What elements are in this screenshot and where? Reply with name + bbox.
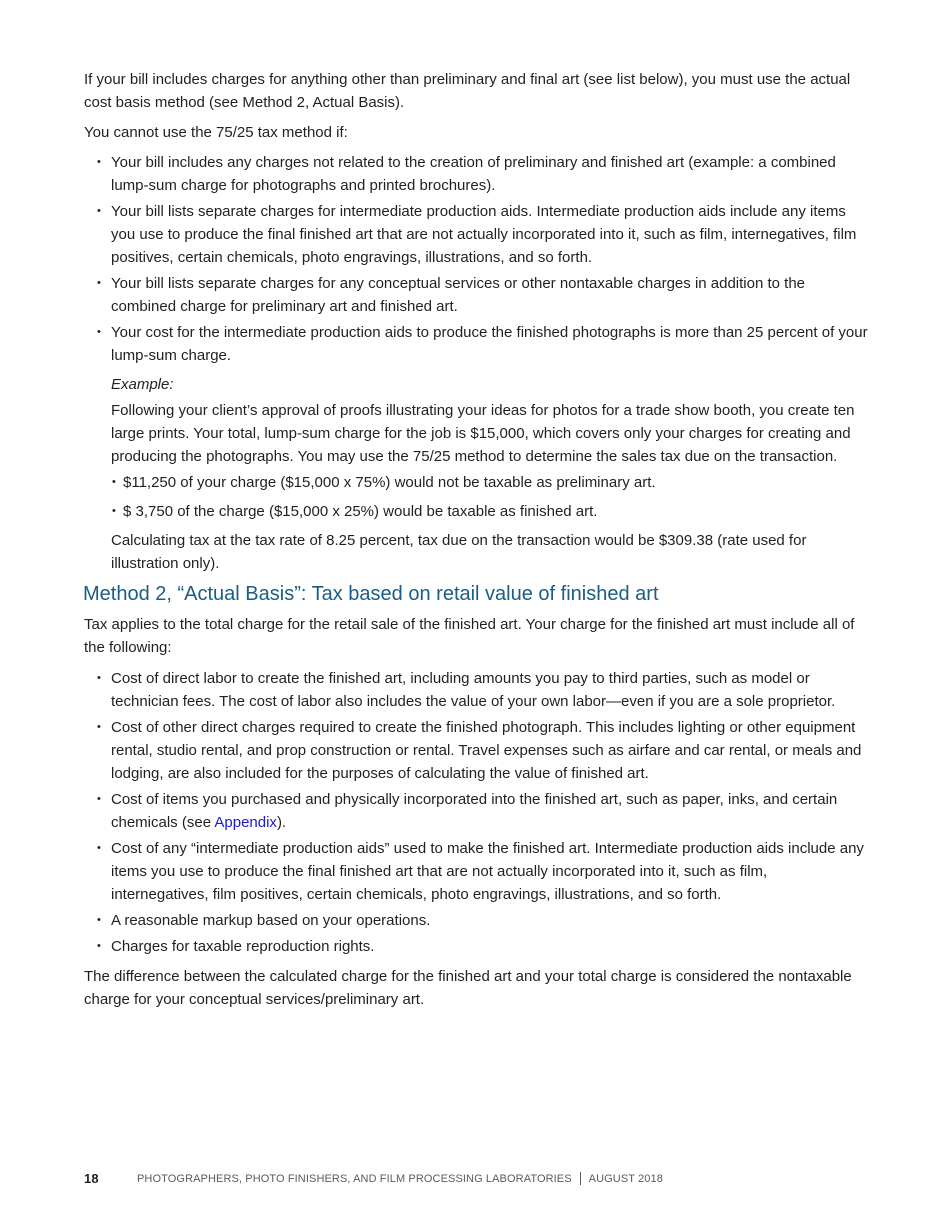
method2-intro: Tax applies to the total charge for the retail sale of the finished art. Your charge for the finished art must include all of the following: [84, 616, 855, 656]
list-item [84, 788, 868, 834]
list-item: • Charges for taxable reproduction rights. [84, 935, 868, 958]
example-calculation: Calculating tax at the tax rate of 8.25 percent, tax due on the transaction would be $309.38 (rate used for illustration only). [111, 532, 807, 572]
list-item: • $ 3,750 of the charge ($15,000 x 25%) would be taxable as finished art. [111, 500, 868, 523]
conditions-list [84, 151, 868, 367]
cannot-use-paragraph: You cannot use the 75/25 tax method if: [84, 124, 348, 141]
list-item: • A reasonable markup based on your operations. [84, 909, 868, 932]
method2-list [84, 667, 868, 958]
list-item: • Your cost for the intermediate production aids to produce the finished photographs is more than 25 percent of your lump-sum charge. [84, 321, 868, 367]
conclusion-paragraph: The difference between the calculated charge for the finished art and your total charge is considered the nontaxable charge for your conceptual services/preliminary art. [84, 968, 852, 1008]
item-text: Cost of items you purchased and physically incorporated into the finished art, such as paper, inks, and certain chemicals (see [111, 791, 838, 831]
list-item: • $11,250 of your charge ($15,000 x 75%) would not be taxable as preliminary art. [111, 471, 868, 494]
item-text: ). [276, 814, 287, 831]
example-block [111, 373, 868, 575]
appendix-link[interactable]: Appendix [214, 814, 277, 831]
list-item: • Your bill lists separate charges for intermediate production aids. Intermediate production aids include any items you use to produce the final finished art that are not actually incorporated into it, such as film, internegatives, film positives, certain chemicals, photo engravings, illustrations, and so forth. [84, 200, 868, 269]
method2-heading: Method 2, “Actual Basis”: Tax based on retail value of finished art [83, 583, 659, 605]
example-body: Following your client’s approval of proofs illustrating your ideas for photos for a trade show booth, you create ten large prints. Your total, lump-sum charge for the job is $15,000, which covers only your charges for creating and producing the photographs. You may use the 75/25 method to determine the sales tax due on the transaction. [111, 402, 855, 465]
page-number: 18 [84, 1171, 99, 1186]
page-footer [84, 1171, 663, 1186]
example-list [111, 471, 868, 523]
list-item: • Your bill includes any charges not related to the creation of preliminary and finished art (example: a combined lump-sum charge for photographs and printed brochures). [84, 151, 868, 197]
publication-date: AUGUST 2018 [588, 1172, 663, 1185]
intro-paragraph: If your bill includes charges for anything other than preliminary and final art (see list below), you must use the actual cost basis method (see Method 2, Actual Basis). [84, 71, 851, 111]
footer-divider [580, 1172, 581, 1185]
list-item: • Cost of other direct charges required to create the finished photograph. This includes lighting or other equipment rental, studio rental, and prop construction or rental. Travel expenses such as airfare and car rental, or meals and lodging, are also included for the purposes of calculating the value of finished art. [84, 716, 868, 785]
list-item: • Cost of direct labor to create the finished art, including amounts you pay to third parties, such as model or technician fees. The cost of labor also includes the value of your own labor—even if you are a sole proprietor. [84, 667, 868, 713]
example-label: Example: [111, 376, 174, 393]
list-item: • Your bill lists separate charges for any conceptual services or other nontaxable charges in addition to the combined charge for preliminary art and finished art. [84, 272, 868, 318]
list-item: • Cost of any “intermediate production aids” used to make the finished art. Intermediate production aids include any items you use to produce the final finished art that are not actually incorporated into it, such as film, internegatives, film positives, certain chemicals, photo engravings, illustrations, and so forth. [84, 837, 868, 906]
page-content [84, 68, 868, 1011]
publication-title: PHOTOGRAPHERS, PHOTO FINISHERS, AND FILM PROCESSING LABORATORIES [137, 1172, 572, 1185]
